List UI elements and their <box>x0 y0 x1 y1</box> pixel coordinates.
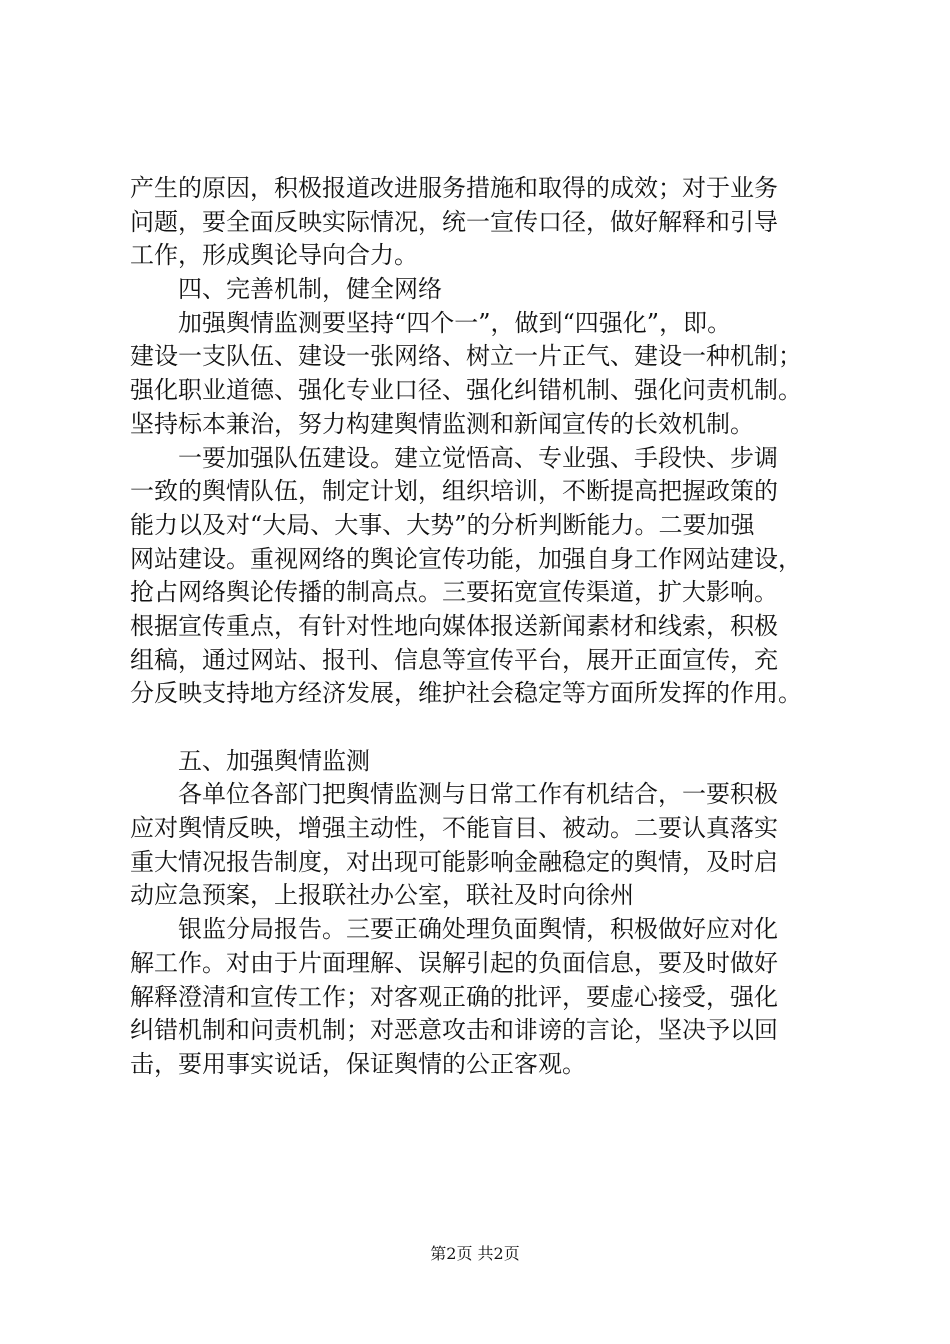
paragraph-line: 各单位各部门把舆情监测与日常工作有机结合，一要积极 <box>178 780 778 809</box>
paragraph-line: 一致的舆情队伍，制定计划，组织培训，不断提高把握政策的 <box>130 477 778 506</box>
paragraph-line: 解工作。对由于片面理解、误解引起的负面信息，要及时做好 <box>130 948 778 977</box>
paragraph-line: 一要加强队伍建设。建立觉悟高、专业强、手段快、步调 <box>178 443 778 472</box>
paragraph-line: 根据宣传重点，有针对性地向媒体报送新闻素材和线索，积极 <box>130 611 778 640</box>
paragraph-line: 解释澄清和宣传工作；对客观正确的批评，要虚心接受，强化 <box>130 982 778 1011</box>
paragraph-line: 击，要用事实说话，保证舆情的公正客观。 <box>130 1049 586 1078</box>
paragraph-line: 问题，要全面反映实际情况，统一宣传口径，做好解释和引导 <box>130 207 778 236</box>
paragraph-line: 网站建设。重视网络的舆论宣传功能，加强自身工作网站建设， <box>130 544 802 573</box>
paragraph-line: 建设一支队伍、建设一张网络、树立一片正气、建设一种机制； <box>130 342 802 371</box>
document-body <box>130 172 830 1082</box>
paragraph-line: 能力以及对“大局、大事、大势”的分析判断能力。二要加强 <box>130 510 755 539</box>
paragraph-line: 动应急预案，上报联社办公室，联社及时向徐州 <box>130 881 634 910</box>
paragraph-line: 强化职业道德、强化专业口径、强化纠错机制、强化问责机制。 <box>130 376 802 405</box>
paragraph-line: 坚持标本兼治，努力构建舆情监测和新闻宣传的长效机制。 <box>130 409 754 438</box>
section-heading-4: 四、完善机制，健全网络 <box>178 275 442 304</box>
blank-line <box>130 711 830 745</box>
paragraph-line: 应对舆情反映，增强主动性，不能盲目、被动。二要认真落实 <box>130 814 778 843</box>
section-heading-5: 五、加强舆情监测 <box>178 746 370 775</box>
paragraph-line: 银监分局报告。三要正确处理负面舆情，积极做好应对化 <box>178 915 778 944</box>
page-footer: 第2页 共2页 <box>430 1244 520 1263</box>
paragraph-line: 工作，形成舆论导向合力。 <box>130 241 418 270</box>
paragraph-line: 产生的原因，积极报道改进服务措施和取得的成效；对于业务 <box>130 174 778 202</box>
paragraph-line: 加强舆情监测要坚持“四个一”，做到“四强化”，即。 <box>178 308 732 337</box>
paragraph-line: 纠错机制和问责机制；对恶意攻击和诽谤的言论，坚决予以回 <box>130 1016 778 1045</box>
paragraph-line: 重大情况报告制度，对出现可能影响金融稳定的舆情，及时启 <box>130 847 778 876</box>
paragraph-line: 分反映支持地方经济发展，维护社会稳定等方面所发挥的作用。 <box>130 679 802 708</box>
paragraph-line: 组稿，通过网站、报刊、信息等宣传平台，展开正面宣传，充 <box>130 645 778 674</box>
paragraph-line: 抢占网络舆论传播的制高点。三要拓宽宣传渠道，扩大影响。 <box>130 578 778 607</box>
